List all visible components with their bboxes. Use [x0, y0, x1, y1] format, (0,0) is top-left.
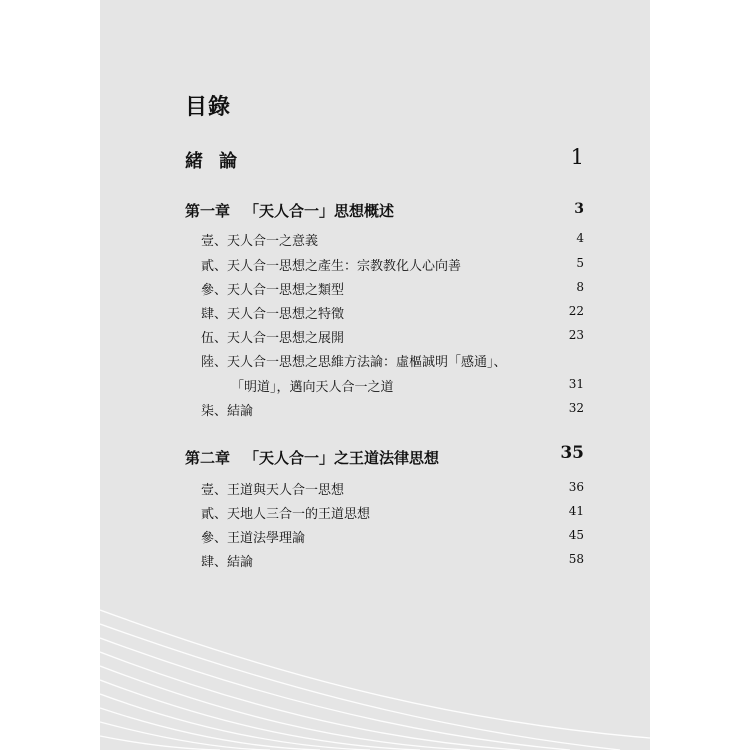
toc-entry-1-3-page: 8 — [576, 280, 584, 294]
intro-page-number: 1 — [570, 145, 584, 169]
chapter-1-heading — [185, 200, 394, 221]
toc-entry-1-6-continuation: 「明道」，邁向天人合一之道 — [231, 380, 394, 395]
toc-entry-1-7-page: 32 — [568, 401, 584, 415]
chapter-2-heading — [185, 447, 439, 468]
toc-entry-2-2-page: 41 — [568, 504, 584, 518]
toc-entry-1-5-page: 23 — [568, 328, 584, 342]
toc-entry-2-2: 貳、天地人三合一的王道思想 — [201, 507, 371, 522]
toc-entry-1-2-page: 5 — [576, 256, 584, 270]
chapter-2-title: 「天人合一」之王道法律思想 — [244, 449, 440, 467]
intro-label: 緒論 — [185, 151, 253, 172]
toc-entry-1-5: 伍、天人合一思想之展開 — [201, 331, 345, 346]
chapter-2-label: 第二章 — [185, 449, 231, 467]
toc-entry-1-6: 陸、天人合一思想之思維方法論：虛樞誠明「感通」、 — [201, 355, 507, 370]
chapter-1-title: 「天人合一」思想概述 — [244, 202, 395, 220]
toc-entry-2-3-page: 45 — [568, 528, 584, 542]
toc-title: 目錄 — [185, 94, 232, 120]
chapter-1-label: 第一章 — [185, 202, 231, 220]
toc-entry-1-1: 壹、天人合一之意義 — [201, 234, 319, 249]
toc-entry-1-4-page: 22 — [568, 304, 584, 318]
toc-entry-1-3: 參、天人合一思想之類型 — [201, 283, 345, 298]
toc-entry-2-1: 壹、王道與天人合一思想 — [201, 483, 345, 498]
toc-entry-2-1-page: 36 — [568, 480, 584, 494]
toc-entry-1-4: 肆、天人合一思想之特徵 — [201, 307, 345, 322]
toc-entry-2-3: 參、王道法學理論 — [201, 531, 306, 546]
toc-entry-2-4: 肆、結論 — [201, 555, 254, 570]
chapter-2-page-number: 35 — [560, 443, 584, 463]
toc-entry-1-7: 柒、結論 — [201, 404, 254, 419]
decorative-wave-lines — [100, 570, 650, 750]
chapter-1-page-number: 3 — [574, 201, 584, 217]
toc-entry-2-4-page: 58 — [568, 552, 584, 566]
toc-entry-1-2: 貳、天人合一思想之產生：宗教教化人心向善 — [201, 259, 462, 274]
toc-entry-1-6-page: 31 — [568, 377, 584, 391]
book-page — [100, 0, 650, 750]
toc-entry-1-1-page: 4 — [576, 231, 584, 245]
